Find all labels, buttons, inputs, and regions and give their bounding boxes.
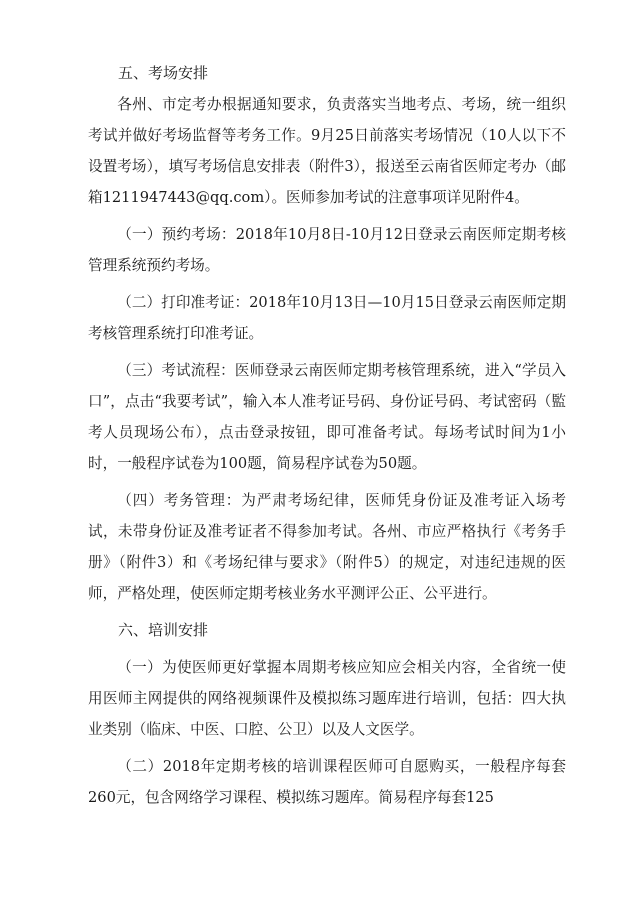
paragraph-training-fees: （二）2018年定期考核的培训课程医师可自愿购买，一般程序每套260元，包含网络学习课程、模拟练习题库。简易程序每套125 [88,758,566,806]
paragraph-book-venue: （一）预约考场：2018年10月8日-10月12日登录云南医师定期考核管理系统预约考场。 [88,226,566,274]
paragraph-training-content: （一）为使医师更好掌握本周期考核应知应会相关内容，全省统一使用医师主网提供的网络视频课件及模拟练习题库进行培训，包括：四大执业类别（临床、中医、口腔、公卫）以及人文医学。 [88,659,566,738]
paragraph-exam-management: （四）考务管理：为严肃考场纪律，医师凭身份证及准考证入场考试，未带身份证及准考证者不得参加考试。各州、市应严格执行《考务手册》（附件3）和《考场纪律与要求》（附件5）的规定，对违纪违规的医师，严格处理，使医师定期考核业务水平测评公正、公平进行。 [88,492,566,602]
paragraph-exam-process: （三）考试流程：医师登录云南医师定期考核管理系统，进入“学员入口”，点击“我要考试”，输入本人准考证号码、身份证号码、考试密码（監考人员现场公布），点击登录按钮，即可准备考试。每场考试时间为1小时，一般程序试卷为100题，简易程序试卷为50题。 [88,362,566,472]
section-heading-exam-venues: 五、考场安排 [118,64,209,82]
paragraph-venue-overview: 各州、市定考办根据通知要求，负责落实当地考点、考场，统一组织考试并做好考场监督等考务工作。9月25日前落实考场情况（10人以下不设置考场），填写考场信息安排表（附件3），报送至云南省医师定考办（邮箱1211947443@qq.com）。医师参加考试的注意事项详见附件4。 [88,96,566,206]
section-heading-training: 六、培训安排 [118,621,209,639]
paragraph-print-admission: （二）打印准考证：2018年10月13日—10月15日登录云南医师定期考核管理系统打印准考证。 [88,294,566,342]
